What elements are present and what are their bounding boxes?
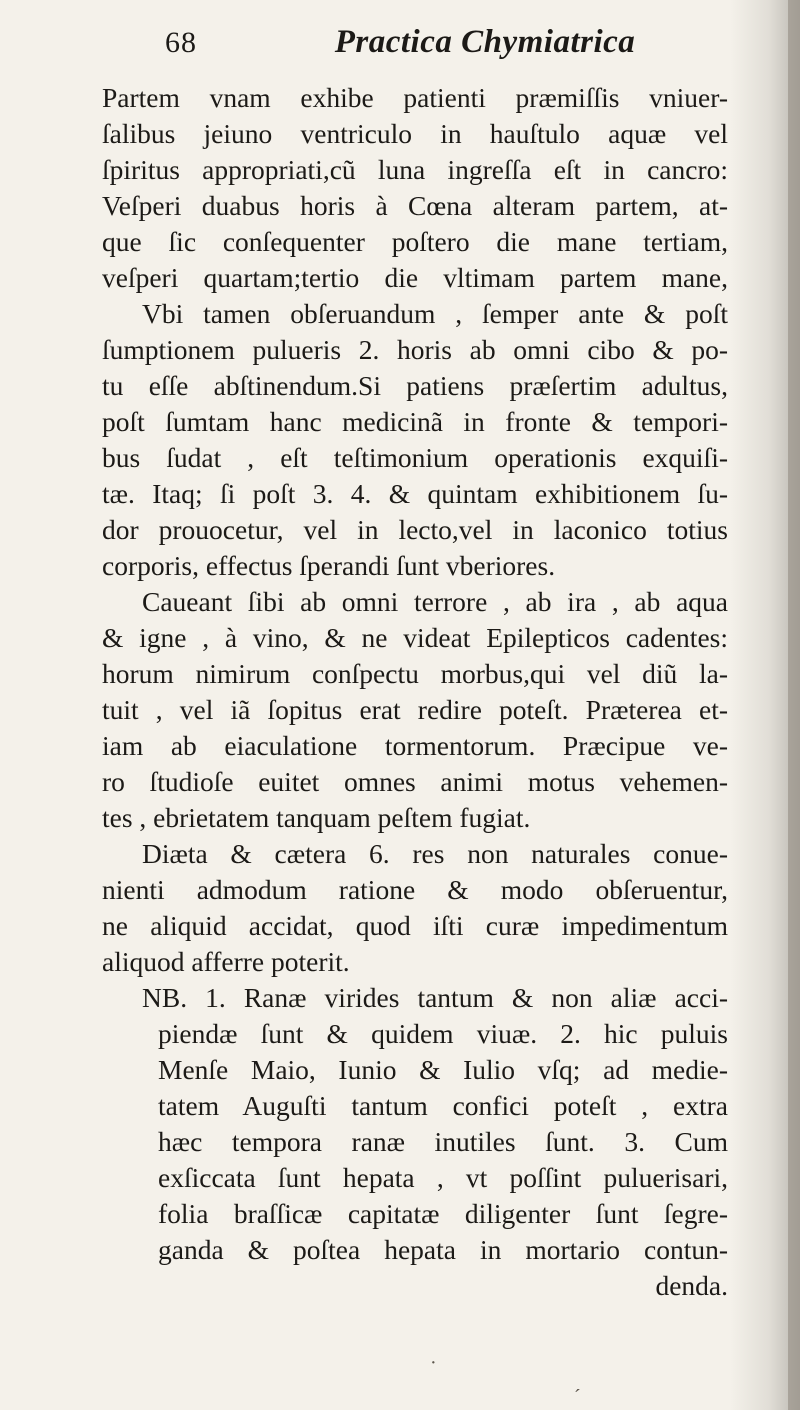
text-line: tu eſſe abſtinendum.Si patiens præſertim adultus, [102,370,728,401]
text-line: bus ſudat , eſt teſtimonium operationis exquiſi- [102,442,728,473]
note-line: exſiccata ſunt hepata , vt poſſint puluerisari, [158,1162,728,1193]
note-line: piendæ ſunt & quidem viuæ. 2. hic puluis [158,1018,728,1049]
text-line: Diæta & cætera 6. res non naturales conue- [142,838,728,869]
text-line: que ſic conſequenter poſtero die mane tertiam, [102,226,728,257]
text-line: nienti admodum ratione & modo obſeruentur, [102,874,728,905]
text-line: Vbi tamen obſeruandum , ſemper ante & poſt [142,298,728,329]
text-line: tuit , vel iã ſopitus erat redire poteſt. Præterea et- [102,694,728,725]
page-number: 68 [165,26,197,59]
text-line: & igne , à vino, & ne videat Epilepticos cadentes: [102,622,728,653]
text-line: veſperi quartam;tertio die vltimam partem mane, [102,262,728,293]
text-line: poſt ſumtam hanc medicinã in fronte & tempori- [102,406,728,437]
note-line: Menſe Maio, Iunio & Iulio vſq; ad medie- [158,1054,728,1085]
text-line: iam ab eiaculatione tormentorum. Præcipue ve- [102,730,728,761]
text-line: ſalibus jeiuno ventriculo in hauſtulo aquæ vel [102,118,728,149]
text-line: Caueant ſibi ab omni terrore , ab ira , ab aqua [142,586,728,617]
text-line: Partem vnam exhibe patienti præmiſſis vniuer- [102,82,728,113]
text-line: aliquod afferre poterit. [102,946,350,977]
text-line: ſumptionem pulueris 2. horis ab omni cibo & po- [102,334,728,365]
text-line: dor prouocetur, vel in lecto,vel in laconico totius [102,514,728,545]
note-line: NB. 1. Ranæ virides tantum & non aliæ acci- [142,982,728,1013]
text-line: ſpiritus appropriati,cũ luna ingreſſa eſt in cancro: [102,154,728,185]
text-line: corporis, effectus ſperandi ſunt vberiores. [102,550,556,581]
page-header [165,18,725,78]
note-line: hæc tempora ranæ inutiles ſunt. 3. Cum [158,1126,728,1157]
ink-speck: · [430,1352,437,1374]
ink-speck: ˊ [574,1386,581,1408]
body-text [102,80,728,1304]
text-line: horum nimirum conſpectu morbus,qui vel diũ la- [102,658,728,689]
text-line: ro ſtudioſe euitet omnes animi motus vehemen- [102,766,728,797]
text-line: ne aliquid accidat, quod iſti curæ impedimentum [102,910,728,941]
note-line: folia braſſicæ capitatæ diligenter ſunt ſegre- [158,1198,728,1229]
catchword: denda. [655,1270,728,1301]
text-line: tes , ebrietatem tanquam peſtem fugiat. [102,802,531,833]
note-line: tatem Auguſti tantum confici poteſt , extra [158,1090,728,1121]
text-line: Veſperi duabus horis à Cœna alteram partem, at- [102,190,728,221]
running-head: Practica Chymiatrica [334,24,636,60]
adjacent-page-strip [788,0,800,1410]
note-line: ganda & poſtea hepata in mortario contun- [158,1234,728,1265]
text-line: tæ. Itaq; ſi poſt 3. 4. & quintam exhibitionem ſu- [102,478,728,509]
